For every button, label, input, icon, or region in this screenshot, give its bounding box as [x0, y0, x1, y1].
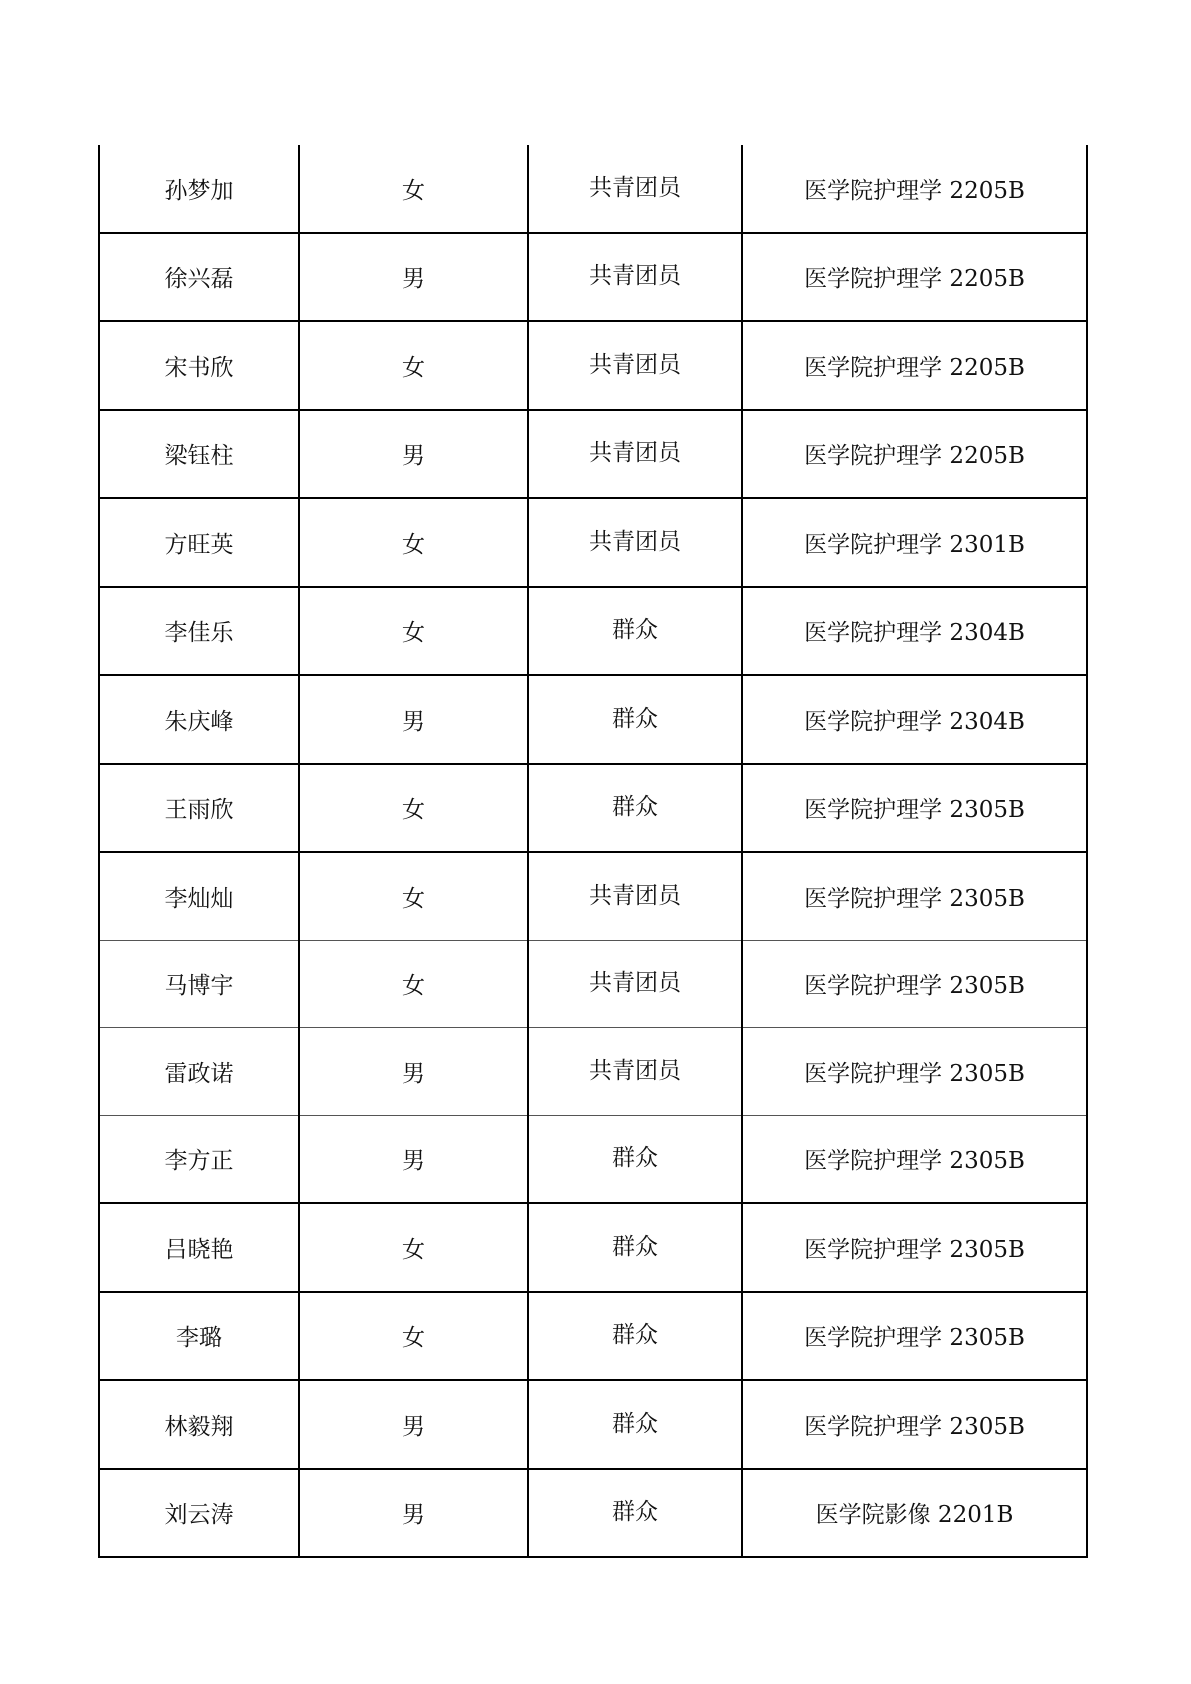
political-status-text: 共青团员: [589, 882, 681, 909]
table-row: [99, 675, 1087, 764]
political-status-cell: [528, 940, 742, 1028]
gender-cell: 女: [299, 321, 528, 410]
table-row: [99, 1028, 1087, 1116]
political-status-text: 群众: [612, 794, 658, 821]
class-cell: 医学院影像 2201B: [742, 1469, 1087, 1558]
class-cell: 医学院护理学 2205B: [742, 145, 1087, 233]
name-cell: 李璐: [99, 1292, 299, 1381]
class-cell: 医学院护理学 2304B: [742, 675, 1087, 764]
class-cell: 医学院护理学 2205B: [742, 410, 1087, 499]
class-cell: 医学院护理学 2205B: [742, 321, 1087, 410]
name-cell: 徐兴磊: [99, 233, 299, 322]
class-cell: 医学院护理学 2205B: [742, 233, 1087, 322]
table-row: [99, 321, 1087, 410]
gender-cell: 男: [299, 410, 528, 499]
political-status-cell: [528, 321, 742, 410]
gender-cell: 男: [299, 1028, 528, 1116]
political-status-text: 共青团员: [589, 263, 681, 290]
table-row: [99, 1203, 1087, 1292]
political-status-cell: [528, 410, 742, 499]
name-cell: 马博宇: [99, 940, 299, 1028]
table-row: [99, 1380, 1087, 1469]
political-status-text: 群众: [612, 1233, 658, 1260]
table-row: [99, 145, 1087, 233]
gender-cell: 女: [299, 498, 528, 587]
political-status-cell: [528, 1380, 742, 1469]
table-row: [99, 498, 1087, 587]
political-status-cell: [528, 1115, 742, 1203]
political-status-cell: [528, 498, 742, 587]
class-cell: 医学院护理学 2305B: [742, 764, 1087, 853]
political-status-text: 群众: [612, 1410, 658, 1437]
name-cell: 孙梦加: [99, 145, 299, 233]
table-row: [99, 940, 1087, 1028]
class-cell: 医学院护理学 2305B: [742, 940, 1087, 1028]
table-row: [99, 410, 1087, 499]
political-status-cell: [528, 1469, 742, 1558]
class-cell: 医学院护理学 2305B: [742, 1380, 1087, 1469]
political-status-cell: [528, 1028, 742, 1116]
class-cell: 医学院护理学 2305B: [742, 1292, 1087, 1381]
table-row: [99, 587, 1087, 676]
table-row: [99, 233, 1087, 322]
table-row: [99, 852, 1087, 940]
name-cell: 刘云涛: [99, 1469, 299, 1558]
political-status-text: 群众: [612, 705, 658, 732]
political-status-text: 群众: [612, 1145, 658, 1172]
class-cell: 医学院护理学 2305B: [742, 1028, 1087, 1116]
name-cell: 梁钰柱: [99, 410, 299, 499]
gender-cell: 女: [299, 145, 528, 233]
gender-cell: 女: [299, 852, 528, 940]
name-cell: 宋书欣: [99, 321, 299, 410]
name-cell: 朱庆峰: [99, 675, 299, 764]
political-status-text: 共青团员: [589, 174, 681, 201]
name-cell: 林毅翔: [99, 1380, 299, 1469]
political-status-cell: [528, 675, 742, 764]
political-status-text: 共青团员: [589, 440, 681, 467]
name-cell: 王雨欣: [99, 764, 299, 853]
political-status-cell: [528, 1203, 742, 1292]
gender-cell: 女: [299, 587, 528, 676]
political-status-cell: [528, 1292, 742, 1381]
political-status-text: 群众: [612, 1322, 658, 1349]
political-status-text: 共青团员: [589, 351, 681, 378]
gender-cell: 男: [299, 1380, 528, 1469]
gender-cell: 女: [299, 764, 528, 853]
gender-cell: 男: [299, 1469, 528, 1558]
name-cell: 雷政诺: [99, 1028, 299, 1116]
name-cell: 方旺英: [99, 498, 299, 587]
gender-cell: 女: [299, 1203, 528, 1292]
gender-cell: 男: [299, 1115, 528, 1203]
table-row: [99, 1115, 1087, 1203]
political-status-text: 共青团员: [589, 528, 681, 555]
class-cell: 医学院护理学 2305B: [742, 1203, 1087, 1292]
gender-cell: 男: [299, 675, 528, 764]
name-cell: 李方正: [99, 1115, 299, 1203]
political-status-cell: [528, 852, 742, 940]
political-status-text: 群众: [612, 1499, 658, 1526]
name-cell: 吕晓艳: [99, 1203, 299, 1292]
name-cell: 李灿灿: [99, 852, 299, 940]
student-roster-table: [98, 145, 1088, 1558]
political-status-text: 共青团员: [589, 1057, 681, 1084]
table-row: [99, 764, 1087, 853]
political-status-text: 群众: [612, 617, 658, 644]
name-cell: 李佳乐: [99, 587, 299, 676]
table-row: [99, 1469, 1087, 1558]
class-cell: 医学院护理学 2304B: [742, 587, 1087, 676]
roster-sheet: [98, 145, 1086, 1558]
gender-cell: 男: [299, 233, 528, 322]
gender-cell: 女: [299, 1292, 528, 1381]
political-status-text: 共青团员: [589, 970, 681, 997]
class-cell: 医学院护理学 2305B: [742, 852, 1087, 940]
political-status-cell: [528, 233, 742, 322]
gender-cell: 女: [299, 940, 528, 1028]
class-cell: 医学院护理学 2305B: [742, 1115, 1087, 1203]
political-status-cell: [528, 587, 742, 676]
table-row: [99, 1292, 1087, 1381]
political-status-cell: [528, 145, 742, 233]
political-status-cell: [528, 764, 742, 853]
class-cell: 医学院护理学 2301B: [742, 498, 1087, 587]
